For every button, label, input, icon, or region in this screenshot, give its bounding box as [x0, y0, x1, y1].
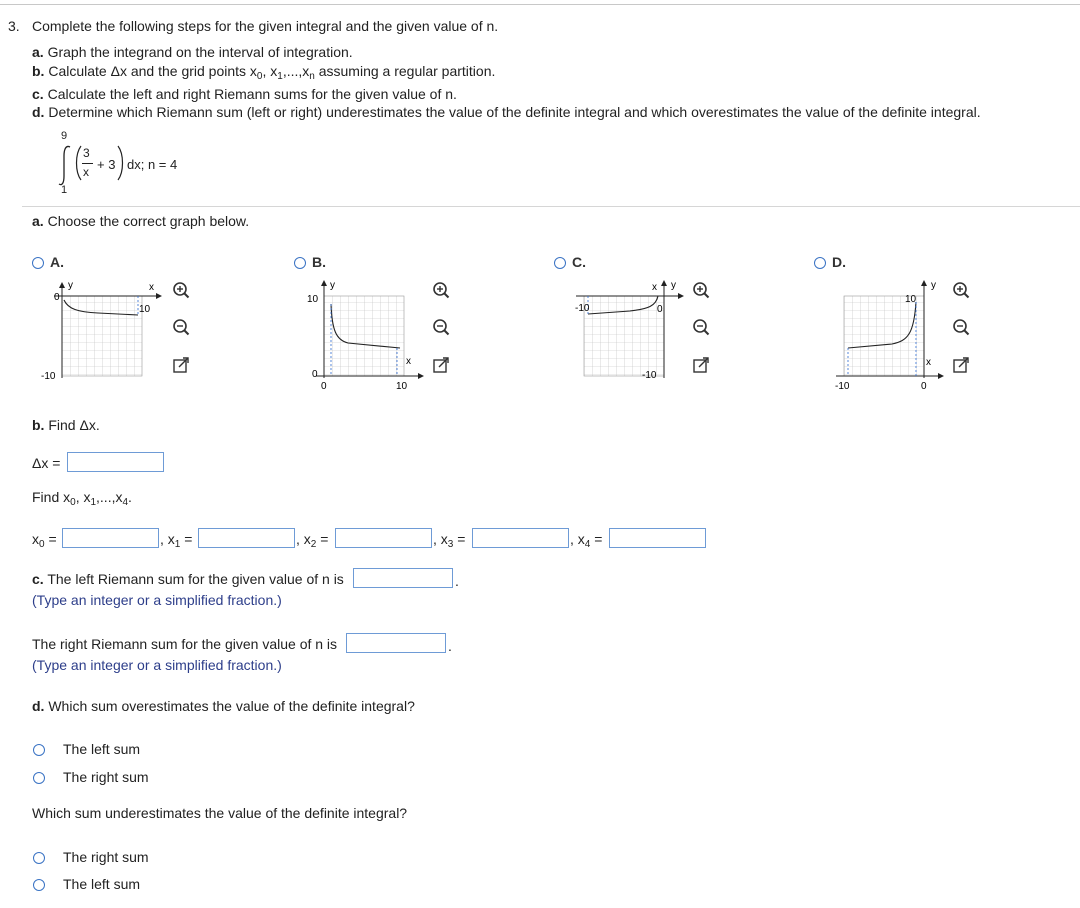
- dx-input[interactable]: [67, 452, 164, 472]
- open-new-window-icon[interactable]: [432, 356, 450, 374]
- part-b-prompt: b. Find Δx.: [32, 417, 100, 433]
- option-a[interactable]: A.: [32, 254, 64, 270]
- graph-b-grid: [324, 296, 404, 376]
- open-new-window-icon[interactable]: [952, 356, 970, 374]
- graph-a-x-label: x: [149, 282, 154, 293]
- question-number: 3.: [8, 18, 20, 34]
- option-d[interactable]: D.: [814, 254, 846, 270]
- x4-input[interactable]: [609, 528, 706, 548]
- zoom-out-icon[interactable]: [692, 318, 710, 336]
- integral-upper-limit: 9: [61, 130, 68, 142]
- grid-points-prompt: Find $x_0$, $x_1,...,x_4$.: [32, 489, 132, 508]
- fraction-bar: [82, 163, 93, 164]
- graph-d-y-label: y: [931, 280, 936, 291]
- graph-c-grid: [584, 296, 664, 376]
- x4-label: , $x_4$ =: [570, 531, 603, 550]
- graph-b-tick-0-x: 0: [321, 381, 327, 392]
- graph-d-grid: [844, 296, 924, 376]
- x3-label: , $x_3$ =: [433, 531, 466, 550]
- option-c-radio[interactable]: [554, 257, 566, 269]
- right-sum-input[interactable]: [346, 633, 446, 653]
- graph-a-tick-10: 10: [139, 304, 151, 315]
- x1-label: , $x_1$ =: [160, 531, 193, 550]
- graph-a-tick-neg10: -10: [41, 371, 56, 382]
- option-a-radio[interactable]: [32, 257, 44, 269]
- graph-a-y-label: y: [68, 280, 73, 291]
- zoom-out-icon[interactable]: [172, 318, 190, 336]
- graph-d-tick-0: 0: [921, 381, 927, 392]
- underestimate-prompt: Which sum underestimates the value of the definite integral?: [32, 805, 408, 821]
- part-a-prompt: a. Choose the correct graph below.: [32, 213, 250, 229]
- integral-lower-limit: 1: [61, 184, 68, 196]
- under-option-left[interactable]: The left sum: [33, 876, 140, 892]
- graph-b-tick-10-y: 10: [307, 294, 319, 305]
- over-option-left[interactable]: The left sum: [33, 741, 140, 757]
- option-c[interactable]: C.: [554, 254, 586, 270]
- graph-b-tick-0-y: 0: [312, 369, 318, 380]
- graph-option-b: [300, 278, 430, 396]
- left-sum-hint: (Type an integer or a simplified fraction.): [32, 592, 282, 608]
- step-a: a. Graph the integrand on the interval of integration.: [32, 44, 353, 60]
- graph-b-tick-10-x: 10: [396, 381, 408, 392]
- x2-input[interactable]: [335, 528, 432, 548]
- open-new-window-icon[interactable]: [172, 356, 190, 374]
- graph-option-c: [560, 278, 690, 388]
- graph-a-tick-0: 0: [54, 292, 60, 303]
- option-b[interactable]: B.: [294, 254, 326, 270]
- option-d-radio[interactable]: [814, 257, 826, 269]
- left-sum-period: .: [455, 573, 459, 589]
- graph-c-x-label: x: [652, 282, 657, 293]
- graph-a-grid: [62, 296, 142, 376]
- x2-label: , $x_2$ =: [296, 531, 329, 550]
- option-b-radio[interactable]: [294, 257, 306, 269]
- right-sum-hint: (Type an integer or a simplified fraction.): [32, 657, 282, 673]
- under-option-right-radio[interactable]: [33, 852, 45, 864]
- overestimate-prompt: d. Which sum overestimates the value of the definite integral?: [32, 698, 415, 714]
- graph-d-x-label: x: [926, 357, 931, 368]
- graph-c-tick-0: 0: [657, 304, 663, 315]
- graph-option-a: [38, 278, 168, 388]
- integrand-denominator: x: [83, 165, 89, 179]
- question-text: Complete the following steps for the given integral and the given value of n.: [32, 18, 499, 34]
- zoom-in-icon[interactable]: [432, 281, 450, 299]
- over-option-right[interactable]: The right sum: [33, 769, 149, 785]
- x0-label: $x_0$ =: [32, 531, 57, 550]
- x3-input[interactable]: [472, 528, 569, 548]
- left-sum-input[interactable]: [353, 568, 453, 588]
- graph-b-y-label: y: [330, 280, 335, 291]
- graph-option-d: [820, 278, 950, 396]
- zoom-out-icon[interactable]: [432, 318, 450, 336]
- integrand-plus-term: + 3: [97, 157, 116, 172]
- under-option-right[interactable]: The right sum: [33, 849, 149, 865]
- graph-c-y-label: y: [671, 280, 676, 291]
- zoom-out-icon[interactable]: [952, 318, 970, 336]
- section-divider: [22, 206, 1080, 207]
- step-d: d. Determine which Riemann sum (left or right) underestimates the value of the definite integral and which overestimates the value of the definite integral.: [32, 104, 981, 120]
- over-option-right-radio[interactable]: [33, 772, 45, 784]
- right-paren-icon: [116, 144, 126, 182]
- graph-c-tick-neg10-x: -10: [575, 303, 590, 314]
- under-option-left-radio[interactable]: [33, 879, 45, 891]
- left-sum-prompt: c. The left Riemann sum for the given value of n is: [32, 571, 344, 587]
- right-sum-prompt: The right Riemann sum for the given value of n is: [32, 636, 338, 652]
- graph-b-x-label: x: [406, 356, 411, 367]
- graph-d-tick-neg10: -10: [835, 381, 850, 392]
- open-new-window-icon[interactable]: [692, 356, 710, 374]
- zoom-in-icon[interactable]: [692, 281, 710, 299]
- x0-input[interactable]: [62, 528, 159, 548]
- right-sum-period: .: [448, 638, 452, 654]
- step-c: c. Calculate the left and right Riemann sums for the given value of n.: [32, 86, 457, 102]
- step-b: b. Calculate Δx and the grid points $x_0$, $x_1,...,x_n$ assuming a regular partition.: [32, 63, 496, 82]
- graph-d-tick-10: 10: [905, 294, 917, 305]
- x1-input[interactable]: [198, 528, 295, 548]
- dx-label: Δx =: [32, 455, 61, 471]
- zoom-in-icon[interactable]: [172, 281, 190, 299]
- integral-tail: dx; n = 4: [127, 157, 178, 172]
- over-option-left-radio[interactable]: [33, 744, 45, 756]
- graph-c-tick-neg10-y: -10: [642, 370, 657, 381]
- top-divider: [0, 4, 1080, 5]
- integrand-numerator: 3: [83, 146, 90, 160]
- zoom-in-icon[interactable]: [952, 281, 970, 299]
